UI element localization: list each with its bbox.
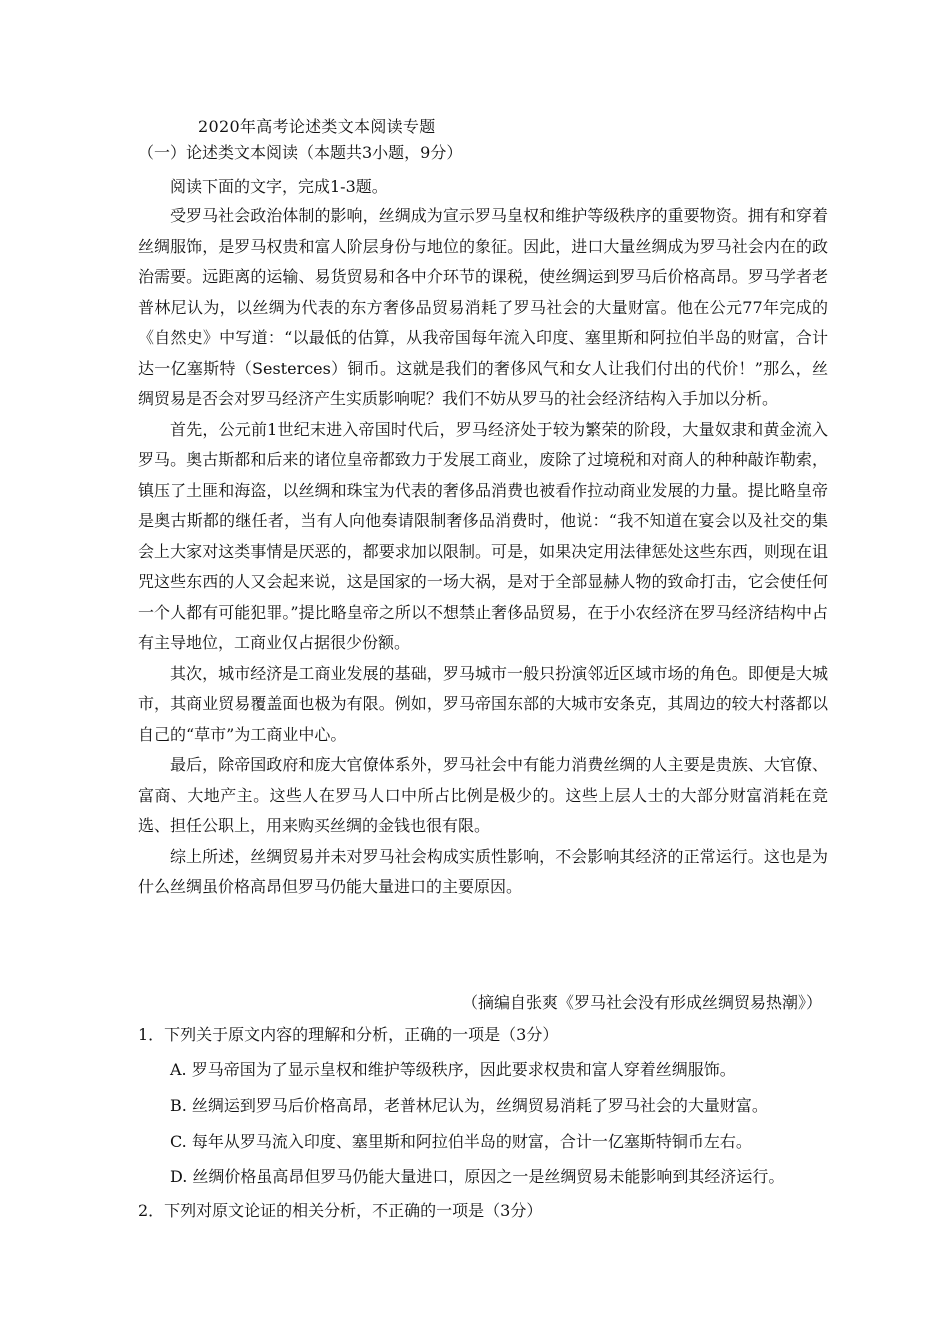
reading-instruction: 阅读下面的文字，完成1-3题。 <box>170 177 388 196</box>
paragraph-2: 首先，公元前1世纪末进入帝国时代后，罗马经济处于较为繁荣的阶段，大量奴隶和黄金流入罗马。奥古斯都和后来的诸位皇帝都致力于发展工商业，废除了过境税和对商人的种种敲诈勒索，镇压了土匪和海盗，以丝绸和珠宝为代表的奢侈品消费也被看作拉动商业发展的力量。提比略皇帝是奥古斯都的继任者，当有人向他奏请限制奢侈品消费时，他说：“我不知道在宴会以及社交的集会上大家对这类事情是厌恶的，都要求加以限制。可是，如果决定用法律惩处这些东西，则现在诅咒这些东西的人又会起来说，这是国家的一场大祸，是对于全部显赫人物的致命打击，它会使任何一个人都有可能犯罪。”提比略皇帝之所以不想禁止奢侈品贸易，在于小农经济在罗马经济结构中占有主导地位，工商业仅占据很少份额。 <box>138 419 828 652</box>
document-title: 2020年高考论述类文本阅读专题 <box>198 117 436 136</box>
question-1-stem: 1．下列关于原文内容的理解和分析，正确的一项是（3分） <box>138 1025 559 1044</box>
paragraph-4: 最后，除帝国政府和庞大官僚体系外，罗马社会中有能力消费丝绸的人主要是贵族、大官僚、富商、大地产主。这些人在罗马人口中所占比例是极少的。这些上层人士的大部分财富消耗在竞选、担任公职上，用来购买丝绸的金钱也很有限。 <box>138 755 828 835</box>
question-1-option-d: D. 丝绸价格虽高昂但罗马仍能大量进口，原因之一是丝绸贸易未能影响到其经济运行。 <box>170 1167 785 1186</box>
section-heading: （一）论述类文本阅读（本题共3小题，9分） <box>138 143 463 162</box>
paragraph-5: 综上所述，丝绸贸易并未对罗马社会构成实质性影响，不会影响其经济的正常运行。这也是为什么丝绸虽价格高昂但罗马仍能大量进口的主要原因。 <box>138 846 828 896</box>
question-1-option-a: A. 罗马帝国为了显示皇权和维护等级秩序，因此要求权贵和富人穿着丝绸服饰。 <box>170 1060 736 1079</box>
article-source: （摘编自张爽《罗马社会没有形成丝绸贸易热潮》） <box>461 993 822 1012</box>
question-1-option-c: C. 每年从罗马流入印度、塞里斯和阿拉伯半岛的财富，合计一亿塞斯特铜币左右。 <box>170 1132 752 1151</box>
paragraph-1: 受罗马社会政治体制的影响，丝绸成为宣示罗马皇权和维护等级秩序的重要物资。拥有和穿着丝绸服饰，是罗马权贵和富人阶层身份与地位的象征。因此，进口大量丝绸成为罗马社会内在的政治需要。远距离的运输、易货贸易和各中介环节的课税，使丝绸运到罗马后价格高昂。罗马学者老普林尼认为，以丝绸为代表的东方奢侈品贸易消耗了罗马社会的大量财富。他在公元77年完成的《自然史》中写道：“以最低的估算，从我帝国每年流入印度、塞里斯和阿拉伯半岛的财富，合计达一亿塞斯特（Sesterces）铜币。这就是我们的奢侈风气和女人让我们付出的代价！”那么，丝绸贸易是否会对罗马经济产生实质影响呢？我们不妨从罗马的社会经济结构入手加以分析。 <box>138 206 828 408</box>
paragraph-3: 其次，城市经济是工商业发展的基础，罗马城市一般只扮演邻近区域市场的角色。即便是大城市，其商业贸易覆盖面也极为有限。例如，罗马帝国东部的大城市安条克，其周边的较大村落都以自己的“草市”为工商业中心。 <box>138 663 828 744</box>
question-1-option-b: B. 丝绸运到罗马后价格高昂，老普林尼认为，丝绸贸易消耗了罗马社会的大量财富。 <box>170 1096 768 1115</box>
article-body <box>138 201 828 903</box>
question-2-stem: 2．下列对原文论证的相关分析，不正确的一项是（3分） <box>138 1201 543 1220</box>
